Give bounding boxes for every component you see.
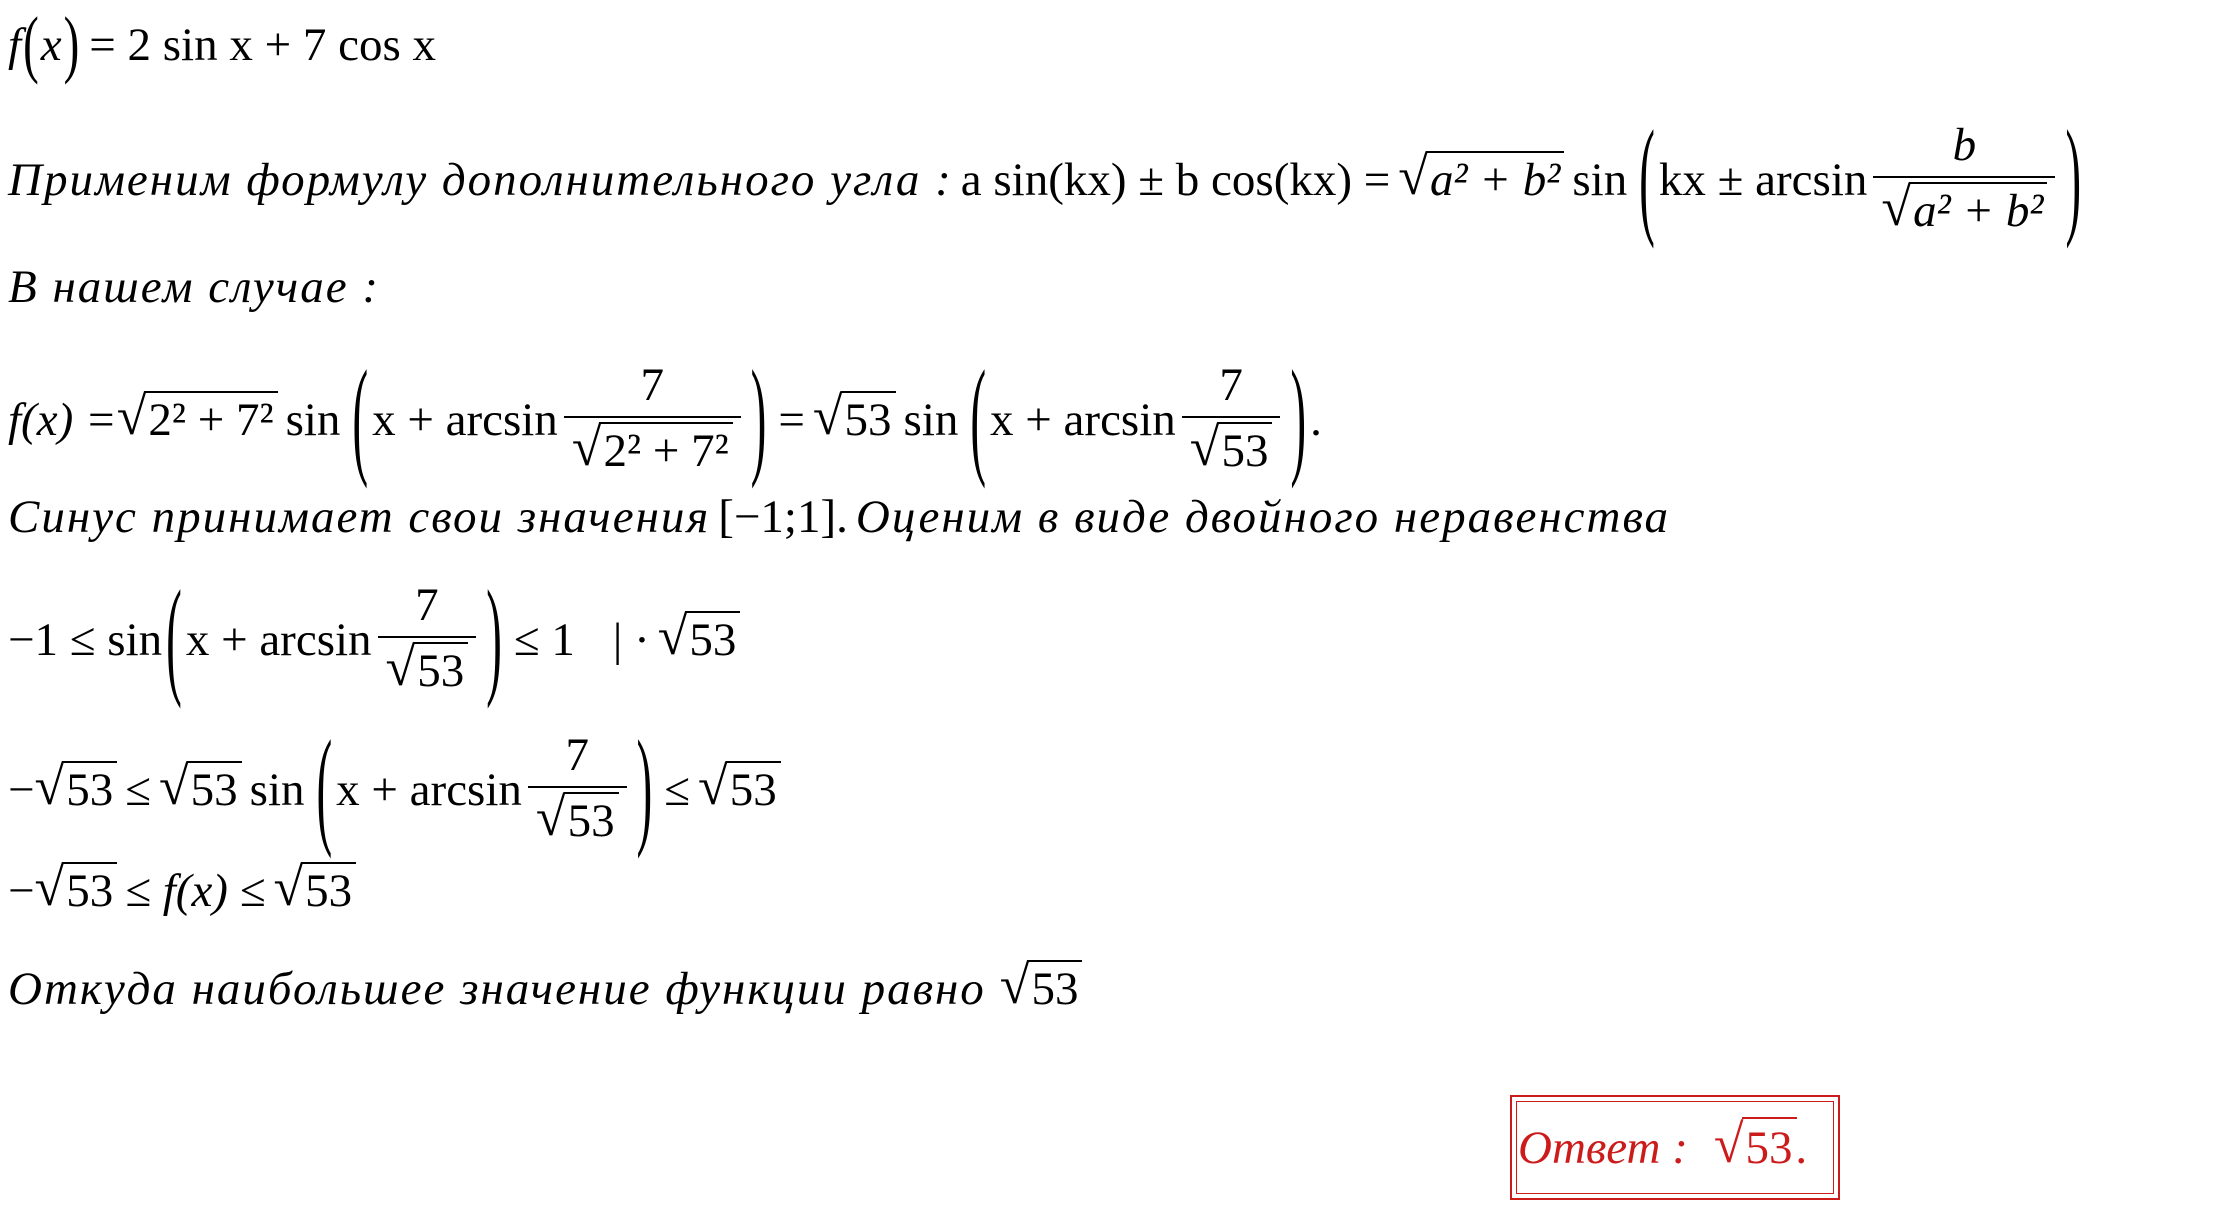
sin-label: sin [1572,153,1628,206]
fraction-numerator: 7 [415,579,439,631]
fraction-denominator: a² + b² [1909,182,2047,238]
conclusion-label: Откуда наибольшее значение функции равно [8,962,986,1015]
sine-range-text [8,492,1670,544]
formula-lhs: a sin(kx) ± b cos(kx) = [960,153,1391,206]
sqrt-53-a-body: 53 [62,761,117,817]
sqrt-53-c-body: 53 [726,761,781,817]
sqrt-ab-body: a² + b² [1426,151,1564,207]
minus-sign: − [8,864,35,917]
multiply-marker: | · [612,613,650,666]
func-rhs: = 2 sin x + 7 cos x [89,19,437,71]
paren-close: ) [750,345,767,491]
formula-auxiliary-angle [8,105,2085,252]
fraction-7-53: 7 √ 53 [528,730,627,851]
sqrt-53-a-body: 53 [62,862,117,918]
inequality-2 [8,715,781,861]
arcsin-term: x + arcsin [372,393,558,446]
paren-open: ( [166,565,182,711]
fraction-denominator: 53 [413,642,468,698]
fraction-denominator: 53 [564,792,619,848]
paren-open: ( [1639,105,1655,252]
arcsin-term: kx ± arcsin [1658,153,1868,206]
sqrt-27: √ 2² + 7² [117,391,278,450]
fraction-numerator: 7 [565,729,589,781]
lhs: f(x) = [8,393,117,446]
paren-open: ( [352,345,369,491]
minus-sign: − [8,763,35,816]
answer-label: Ответ : [1518,1121,1688,1174]
equals: = [778,393,805,446]
fraction-b: b √ a² + b² [1873,120,2055,241]
sqrt-53-b: √ 53 [274,862,357,921]
sqrt-ab: √ a² + b² [1398,151,1564,210]
fraction-numerator: 7 [640,359,664,411]
sqrt-53: √ 53 [658,611,741,670]
func-arg: x [40,19,62,71]
paren-close: ) [486,565,502,711]
sqrt-53-body: 53 [841,391,896,447]
arcsin-term-2: x + arcsin [990,393,1176,446]
sqrt-53-c: √ 53 [698,761,781,820]
paren-open-2: ( [970,345,987,491]
le-sign-2: ≤ [664,763,691,816]
sin-label: sin [249,763,305,816]
paren-close: ) [636,715,653,861]
fraction-7-53: 7 √ 53 [1182,360,1281,481]
interval: [−1;1]. [718,491,848,543]
sqrt-53-body: 53 [685,611,740,667]
our-case-text [8,262,380,314]
answer-box [1510,1095,1840,1200]
inequality-middle: ≤ f(x) ≤ [125,864,266,917]
sqrt-53: √ 53 [1000,960,1083,1019]
sqrt-27-body: 2² + 7² [144,391,277,447]
sqrt-53-body: 53 [1027,960,1082,1016]
conclusion-text [8,955,1082,1019]
inequality-intro: Оценим в виде двойного неравенства [855,491,1671,543]
fraction-7: 7 √ 2² + 7² [564,360,741,481]
sqrt-53-a: √ 53 [35,862,118,921]
answer-period: . [1796,1121,1809,1174]
fraction-7-53: 7 √ 53 [378,580,477,701]
fraction-numerator-2: 7 [1219,359,1243,411]
period: . [1310,393,1322,446]
sqrt-53-b-body: 53 [187,761,242,817]
fraction-numerator: b [1952,119,1977,171]
arcsin-term: x + arcsin [336,763,522,816]
sqrt-53-b: √ 53 [159,761,242,820]
our-case-label: В нашем случае : [8,261,380,313]
inequality-left: −1 ≤ sin [8,613,163,666]
equation-function-definition [8,2,444,87]
func-name: f [8,19,22,71]
answer-box-inner-border [1516,1101,1834,1194]
inequality-3 [8,857,356,921]
paren-open: ( [316,715,333,861]
equation-transformed [8,345,1322,491]
paren-open: ( [23,2,39,87]
fraction-denominator: 2² + 7² [599,422,732,478]
sin-label: sin [285,393,341,446]
inequality-1 [8,565,740,711]
sqrt-53: √ 53 [813,391,896,450]
fraction-denominator-2: 53 [1217,422,1272,478]
inequality-right: ≤ 1 [513,613,575,666]
sqrt-53-a: √ 53 [35,761,118,820]
answer-sqrt-body: 53 [1742,1117,1797,1175]
sine-range-label: Синус принимает свои значения [8,491,711,543]
paren-close-2: ) [1290,345,1307,491]
answer-sqrt-53: √ 53 [1714,1117,1797,1179]
formula-intro-text: Применим формулу дополнительного угла : [8,153,953,206]
sin-label-2: sin [903,393,959,446]
arcsin-term: x + arcsin [185,613,372,666]
paren-close: ) [2065,105,2082,252]
sqrt-53-b-body: 53 [301,862,356,918]
paren-close: ) [63,2,80,87]
le-sign: ≤ [125,763,151,816]
